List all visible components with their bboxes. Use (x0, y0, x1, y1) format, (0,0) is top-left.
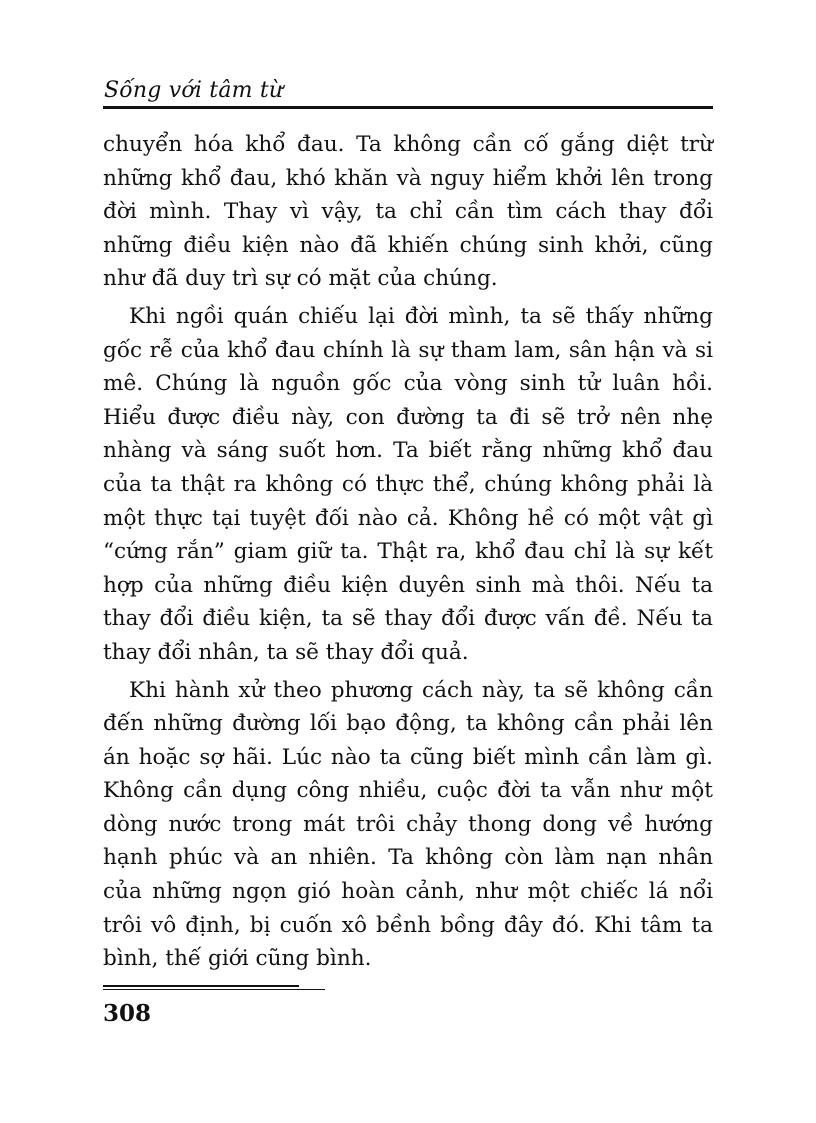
page-body (103, 128, 713, 980)
paragraph-continued: chuyển hóa khổ đau. Ta không cần cố gắng diệt trừ những khổ đau, khó khăn và nguy hiểm khởi lên trong đời mình. Thay vì vậy, ta chỉ cần tìm cách thay đổi những điều kiện nào đã khiến chúng sinh khởi, cũng như đã duy trì sự có mặt của chúng. (103, 132, 713, 292)
header-rule (103, 106, 713, 109)
page-number: 308 (103, 1000, 152, 1027)
footer-rule (103, 985, 325, 990)
running-head-title: Sống với tâm từ (104, 78, 284, 103)
footer-rule-line (103, 985, 299, 987)
paragraph: Khi hành xử theo phương cách này, ta sẽ không cần đến những đường lối bạo động, ta không cần phải lên án hoặc sợ hãi. Lúc nào ta cũng biết mình cần làm gì. Không cần dụng công nhiều, cuộc đời ta vẫn như một dòng nước trong mát trôi chảy thong dong về hướng hạnh phúc và an nhiên. Ta không còn làm nạn nhân của những ngọn gió hoàn cảnh, như một chiếc lá nổi trôi vô định, bị cuốn xô bềnh bồng đây đó. Khi tâm ta bình, thế giới cũng bình. (103, 677, 713, 972)
paragraph: Khi ngồi quán chiếu lại đời mình, ta sẽ thấy những gốc rễ của khổ đau chính là sự tham lam, sân hận và si mê. Chúng là nguồn gốc của vòng sinh tử luân hồi. Hiểu được điều này, con đường ta đi sẽ trở nên nhẹ nhàng và sáng suốt hơn. Ta biết rằng những khổ đau của ta thật ra không có thực thể, chúng không phải là một thực tại tuyệt đối nào cả. Không hề có một vật gì “cứng rắn” giam giữ ta. Thật ra, khổ đau chỉ là sự kết hợp của những điều kiện duyên sinh mà thôi. Nếu ta thay đổi điều kiện, ta sẽ thay đổi được vấn đề. Nếu ta thay đổi nhân, ta sẽ thay đổi quả. (103, 303, 713, 665)
footer-rule-line (103, 989, 325, 991)
